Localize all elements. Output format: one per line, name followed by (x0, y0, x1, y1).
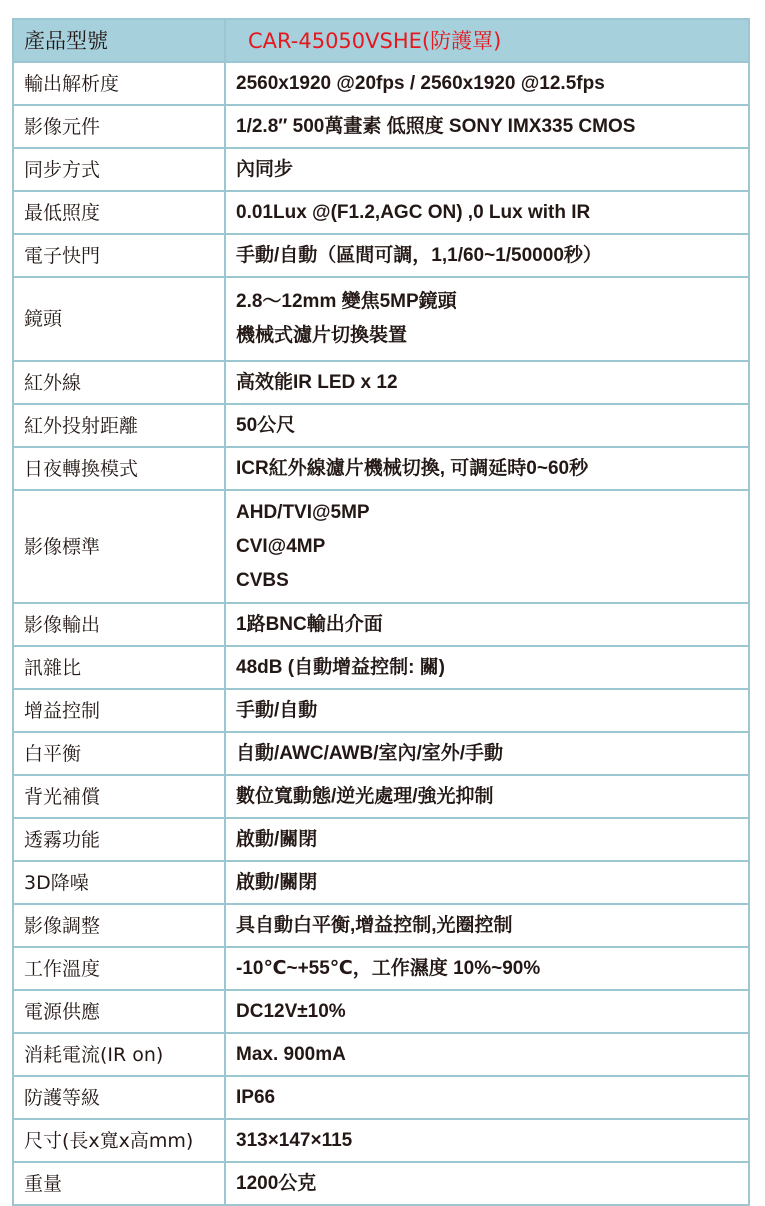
spec-label: 3D降噪 (13, 861, 225, 904)
spec-value (225, 105, 749, 148)
spec-row (13, 646, 749, 689)
spec-value (225, 404, 749, 447)
spec-value (225, 646, 749, 689)
spec-value (225, 689, 749, 732)
spec-value (225, 947, 749, 990)
spec-value (225, 990, 749, 1033)
spec-value (225, 234, 749, 277)
spec-row (13, 404, 749, 447)
spec-row (13, 191, 749, 234)
spec-value (225, 490, 749, 603)
spec-value-line: 手動/自動 (236, 699, 318, 721)
spec-row (13, 861, 749, 904)
spec-label: 工作溫度 (13, 947, 225, 990)
spec-row (13, 990, 749, 1033)
spec-row (13, 105, 749, 148)
spec-value (225, 1162, 749, 1205)
spec-value-line: 2.8～12mm 變焦5MP鏡頭 (236, 291, 457, 312)
spec-label: 影像標準 (13, 490, 225, 603)
spec-value (225, 732, 749, 775)
spec-row (13, 904, 749, 947)
spec-value-line: CVBS (236, 569, 289, 591)
spec-row (13, 947, 749, 990)
spec-value-line: 313×147×115 (236, 1129, 353, 1151)
spec-value (225, 904, 749, 947)
spec-value-line: Max. 900mA (236, 1043, 346, 1065)
spec-value-line: 手動/自動（區間可調，1,1/60~1/50000秒） (236, 244, 602, 266)
spec-label: 電源供應 (13, 990, 225, 1033)
spec-label: 紅外投射距離 (13, 404, 225, 447)
spec-row (13, 277, 749, 361)
spec-label: 增益控制 (13, 689, 225, 732)
spec-value (225, 361, 749, 404)
spec-label: 同步方式 (13, 148, 225, 191)
spec-row (13, 490, 749, 603)
spec-value-line: CVI@4MP (236, 535, 326, 557)
spec-value-line: -10℃~+55℃，工作濕度 10%~90% (236, 957, 541, 979)
spec-row (13, 234, 749, 277)
spec-value-line: 內同步 (236, 158, 294, 180)
spec-label: 鏡頭 (13, 277, 225, 361)
spec-label: 影像元件 (13, 105, 225, 148)
spec-value-line: 2560x1920 @20fps / 2560x1920 @12.5fps (236, 72, 605, 94)
spec-value (225, 191, 749, 234)
spec-label: 影像調整 (13, 904, 225, 947)
spec-value (225, 861, 749, 904)
spec-label: 重量 (13, 1162, 225, 1205)
spec-value (225, 1033, 749, 1076)
spec-label: 尺寸(長x寬x高mm) (13, 1119, 225, 1162)
spec-value (225, 818, 749, 861)
spec-row (13, 1162, 749, 1205)
spec-label: 電子快門 (13, 234, 225, 277)
spec-value-line: 1路BNC輸出介面 (236, 613, 383, 635)
spec-row (13, 361, 749, 404)
spec-row (13, 732, 749, 775)
spec-value-line: 啟動/關閉 (236, 828, 318, 850)
spec-row (13, 148, 749, 191)
spec-value (225, 447, 749, 490)
spec-value-line: DC12V±10% (236, 1000, 346, 1022)
spec-row (13, 818, 749, 861)
spec-label: 日夜轉換模式 (13, 447, 225, 490)
spec-value-line: IP66 (236, 1086, 276, 1108)
spec-row (13, 775, 749, 818)
spec-row (13, 62, 749, 105)
spec-value (225, 1076, 749, 1119)
spec-label: 防護等級 (13, 1076, 225, 1119)
spec-value-line: AHD/TVI@5MP (236, 501, 370, 523)
spec-row (13, 1119, 749, 1162)
spec-row (13, 1033, 749, 1076)
spec-value (225, 1119, 749, 1162)
spec-label: 影像輸出 (13, 603, 225, 646)
spec-row (13, 689, 749, 732)
spec-value-line: 48dB (自動增益控制: 關) (236, 656, 446, 678)
spec-value-line: ICR紅外線濾片機械切換, 可調延時0~60秒 (236, 457, 589, 479)
spec-value (225, 603, 749, 646)
spec-value (225, 775, 749, 818)
spec-value (225, 148, 749, 191)
spec-label: 紅外線 (13, 361, 225, 404)
spec-row (13, 1076, 749, 1119)
spec-label: 最低照度 (13, 191, 225, 234)
spec-value (225, 62, 749, 105)
spec-label: 透霧功能 (13, 818, 225, 861)
spec-value-line: 啟動/關閉 (236, 871, 318, 893)
spec-value-line: 0.01Lux @(F1.2,AGC ON) ,0 Lux with IR (236, 201, 591, 223)
spec-value-line: 具自動白平衡,增益控制,光圈控制 (236, 914, 513, 936)
model-label: 產品型號 (13, 19, 225, 62)
spec-value-line: 1200公克 (236, 1172, 317, 1194)
header-row (13, 19, 749, 62)
spec-value-line: 數位寬動態/逆光處理/強光抑制 (236, 785, 494, 807)
spec-table (12, 18, 750, 1206)
spec-table-body (13, 19, 749, 1205)
spec-value (225, 277, 749, 361)
spec-value-line: 機械式濾片切換裝置 (236, 325, 408, 346)
spec-label: 訊雜比 (13, 646, 225, 689)
spec-label: 輸出解析度 (13, 62, 225, 105)
spec-value-line: 50公尺 (236, 414, 296, 436)
spec-value-line: 高效能IR LED x 12 (236, 371, 398, 393)
spec-row (13, 447, 749, 490)
spec-label: 消耗電流(IR on) (13, 1033, 225, 1076)
model-value: CAR-45050VSHE(防護罩) (225, 19, 749, 62)
spec-value-line: 自動/AWC/AWB/室內/室外/手動 (236, 742, 504, 764)
spec-row (13, 603, 749, 646)
spec-label: 白平衡 (13, 732, 225, 775)
spec-label: 背光補償 (13, 775, 225, 818)
spec-value-line: 1/2.8″ 500萬畫素 低照度 SONY IMX335 CMOS (236, 115, 636, 137)
